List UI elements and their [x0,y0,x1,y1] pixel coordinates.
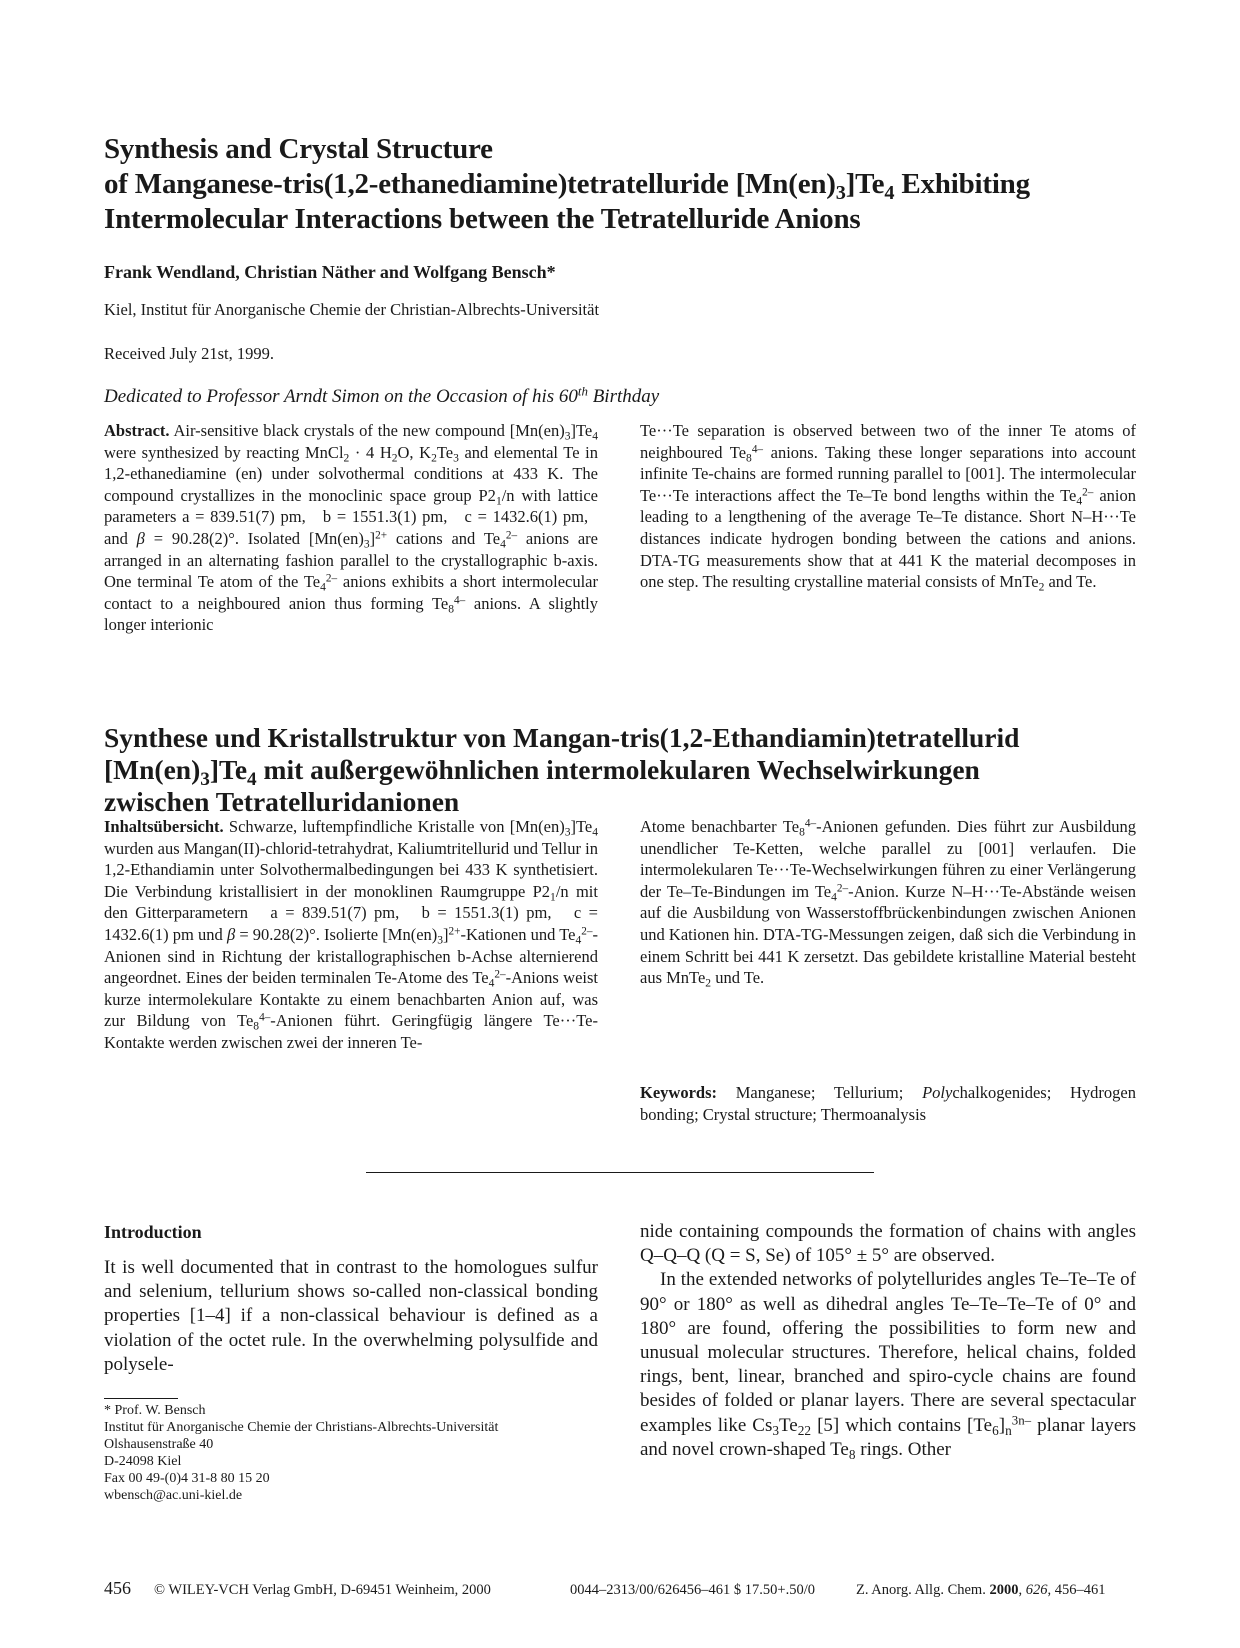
publisher-line: © WILEY-VCH Verlag GmbH, D-69451 Weinheim, 2000 [154,1582,491,1598]
section-divider [366,1172,874,1173]
footnote-line-5: Fax 00 49-(0)4 31-8 80 15 20 [104,1471,270,1486]
title-de-line-2: $[Mn(en)_3]Te_4$ mit außergewöhnlichen intermolekularen Wechselwirkungen [104,754,980,790]
journal-pages: 456–461 [1054,1582,1106,1598]
footnote-line-2: Institut für Anorganische Chemie der Christians-Albrechts-Universität [104,1420,499,1435]
abstract-column-right: Te···Te separation is observed between two of the inner Te atoms of neighboured $Te_8^{4-}$ anions. Taking these longer separations into account infinite Te-chains are formed running parallel to [001]. The intermolecular Te···Te interactions affect the Te–Te bond lengths within the $Te_4^{2-}$ anion leading to a lengthening of the average Te–Te distance. Short N–H···Te distances indicate hydrogen bonding between the cations and anions. DTA-TG measurements show that at 441 K the material decomposes in one step. The resulting crystalline material consists of MnTe$_2$ and Te. [640,421,1136,594]
introduction-heading: Introduction [104,1222,202,1242]
journal-year: 2000 [989,1582,1019,1598]
intro-column-right [640,1220,1136,1462]
journal-name: Z. Anorg. Allg. Chem. [856,1582,986,1598]
inhalt-column-left: Inhaltsübersicht. Schwarze, luftempfindliche Kristalle von $[Mn(en)_3]Te_4$ wurden aus Mangan(II)-chlorid-tetrahydrat, Kaliumtritellurid und Tellur in 1,2-Ethandiamin unter Solvothermalbedingungen bei 433 K synthetisiert. Die Verbindung kristallisiert in der monoklinen Raumgruppe $P2_1/n$ mit den Gitterparametern a = 839.51(7) pm, b = 1551.3(1) pm, c = 1432.6(1) pm und β = 90.28(2)°. Isolierte $[Mn(en)_3]^{2+}$-Kationen und $Te_4^{2-}$-Anionen sind in Richtung der kristallographischen b-Achse alternierend angeordnet. Eines der beiden terminalen Te-Atome des $Te_4^{2-}$-Anions weist kurze intermolekulare Kontakte zu einem benachbarten Anion auf, was zur Bildung von $Te_8^{4-}$-Anionen führt. Geringfügig längere Te···Te-Kontakte werden zwischen zwei der inneren Te- [104,817,598,1052]
keywords: Keywords: Manganese; Tellurium; Polychalkogenides; Hydrogen bonding; Crystal structure; Thermoanalysis [640,1083,1137,1124]
authors: Frank Wendland, Christian Näther and Wolfgang Bensch* [104,262,556,282]
affiliation: Kiel, Institut für Anorganische Chemie der Christian-Albrechts-Universität [104,300,600,319]
title-en-line-3: Intermolecular Interactions between the Tetratelluride Anions [104,203,861,235]
intro-paragraph-1-end: nide containing compounds the formation of chains with angles Q–Q–Q (Q = S, Se) of 105° ± 5° are observed. [640,1221,1136,1267]
footnote-rule [104,1398,178,1399]
intro-column-left: It is well documented that in contrast to the homologues sulfur and selenium, tellurium shows so-called non-classical bonding properties [1–4] if a non-classical behaviour is defined as a violation of the octet rule. In the overwhelming polysulfide and polysele- [104,1257,598,1375]
inhalt-column-right: Atome benachbarter $Te_8^{4-}$-Anionen gefunden. Dies führt zur Ausbildung unendlicher Te-Ketten, welche parallel zu [001] verlaufen. Die intermolekularen Te···Te-Wechselwirkungen führen zu einer Verlängerung der Te–Te-Bindungen im $Te_4^{2-}$-Anion. Kurze N–H···Te-Abstände weisen auf die Ausbildung von Wasserstoffbrückenbindungen zwischen Anionen und Kationen hin. DTA-TG-Messungen zeigen, daß sich die Verbindung in einem Schritt bei 441 K zersetzt. Das gebildete kristalline Material besteht aus MnTe$_2$ und Te. [640,817,1136,990]
footnote-line-4: D-24098 Kiel [104,1454,182,1469]
dedication: Dedicated to Professor Arndt Simon on the Occasion of his 60th Birthday [104,383,660,407]
paper-title-en [104,132,1144,237]
title-en-line-1: Synthesis and Crystal Structure [104,133,493,165]
journal-citation: Z. Anorg. Allg. Chem. 2000, 626, 456–461 [856,1582,1106,1598]
footnote-line-1: * Prof. W. Bensch [104,1403,206,1418]
footnote [104,1402,498,1504]
inhalt-label: Inhaltsübersicht. [104,817,224,836]
abstract-column-left: Abstract. Air-sensitive black crystals of the new compound $[Mn(en)_3]Te_4$ were synthesized by reacting MnCl$_2$ · 4 $H_2O$, $K_2Te_3$ and elemental Te in 1,2-ethanediamine (en) under solvothermal conditions at 433 K. The compound crystallizes in the monoclinic space group $P2_1/n$ with lattice parameters a = 839.51(7) pm, b = 1551.3(1) pm, c = 1432.6(1) pm, and β = 90.28(2)°. Isolated $[Mn(en)_3]^{2+}$ cations and $Te_4^{2-}$ anions are arranged in an alternating fashion parallel to the crystallographic b-axis. One terminal Te atom of the $Te_4^{2-}$ anions exhibits a short intermolecular contact to a neighboured anion thus forming $Te_8^{4-}$ anions. A slightly longer interionic [104,421,599,635]
title-de-line-3: zwischen Tetratelluridanionen [104,786,460,817]
abstract-label: Abstract. [104,421,170,440]
journal-volume: 626 [1025,1582,1048,1598]
keywords-label: Keywords: [640,1083,717,1102]
paper-title-de [104,722,1144,818]
page-number: 456 [104,1578,131,1598]
title-de-line-1: Synthese und Kristallstruktur von Mangan-tris(1,2-Ethandiamin)tetratellurid [104,722,1020,753]
intro-paragraph-2: In the extended networks of polytellurides angles Te–Te–Te of 90° or 180° as well as dihedral angles Te–Te–Te–Te of 0° and 180° are found, offering the possibilities to form new and unusual molecular structures. Therefore, helical chains, folded rings, bent, linear, branched and spiro-cycle chains are found besides of folded or planar layers. There are several spectacular examples like $Cs_3Te_{22}$ [5] which contains $[Te_6]_n^{3n-}$ planar layers and novel crown-shaped $Te_8$ rings. Other [640,1269,1137,1462]
footnote-line-3: Olshausenstraße 40 [104,1437,214,1452]
received-date: Received July 21st, 1999. [104,344,275,363]
title-en-line-2: of Manganese-tris(1,2-ethanediamine)tetratelluride $[Mn(en)_3]Te_4$ Exhibiting [104,168,1030,205]
footnote-email[interactable]: wbensch@ac.uni-kiel.de [104,1488,243,1503]
issn-code: 0044–2313/00/626456–461 $ 17.50+.50/0 [570,1582,816,1598]
